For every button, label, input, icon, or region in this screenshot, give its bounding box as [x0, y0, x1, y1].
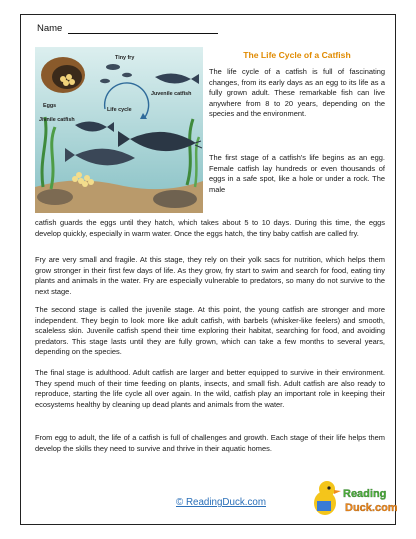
logo-text-reading: Reading — [343, 488, 387, 500]
name-label: Name — [37, 23, 63, 34]
label-eggs: Eggs — [43, 103, 57, 109]
egg — [66, 74, 72, 80]
worksheet-page — [20, 14, 396, 525]
readingduck-link[interactable]: © ReadingDuck.com — [176, 497, 266, 508]
book-icon — [317, 501, 331, 511]
paragraph-adult-stage: The final stage is adulthood. Adult catfish are larger and better equipped to survive in their environment. They spend much of their time feeding on plants, insects, and small fish. Adult catfish are also ready to reproduce, starting the life cycle all over again. In the wild, catfish play an important role in keeping their ecosystems healthy by cleaning up dead plants and animals from the water. — [35, 368, 385, 409]
paragraph-fry-stage: Fry are very small and fragile. At this stage, they rely on their yolk sacs for nutrition, which helps them grow stronger in their first few days of life. As they grow, fry start to swim and search for food, eating tiny plants and animals in the water. Fry are especially vulnerable to predators, so many do not survive to the next stage. — [35, 255, 385, 296]
duck-head-icon — [319, 481, 335, 497]
label-tiny-fry: Tiny fry — [115, 55, 135, 61]
article-title: The Life Cycle of a Catfish — [243, 50, 351, 60]
readingduck-logo — [309, 473, 398, 523]
paragraph-egg-stage-start: The first stage of a catfish's life begins as an egg. Female catfish lay hundreds or even thousands of eggs in a safe spot, like a hole or under a rock. The male — [209, 153, 385, 194]
rock — [153, 190, 197, 208]
paragraph-intro: The life cycle of a catfish is full of fascinating changes, from its early days as an egg to its life as a fully grown adult. These remarkable fish can live anywhere from 8 to 20 years, depending on the species and the environment. — [209, 67, 385, 119]
label-juvenile-right: Juvenile catfish — [151, 91, 192, 97]
logo-text-duck: Duck.com — [345, 502, 398, 514]
rock — [37, 189, 73, 205]
egg — [63, 80, 69, 86]
name-field-row — [37, 23, 218, 34]
egg — [69, 79, 75, 85]
paragraph-conclusion: From egg to adult, the life of a catfish is full of challenges and growth. Each stage of their life helps them develop the skills they need to survive and thrive in their aquatic homes. — [35, 433, 385, 453]
catfish-life-cycle-illustration — [35, 47, 203, 213]
paragraph-juvenile-stage: The second stage is called the juvenile stage. At this point, the young catfish are stronger and more independent. They begin to look more like adult catfish, with barbels (whisker-like feelers) and smooth, scaleless skin. Juvenile catfish spend their time exploring their habitat, searching for food, and avoiding predators. This stage lasts until they are fully grown, which can take a few months to several years, depending on the species. — [35, 305, 385, 357]
name-blank-line[interactable] — [68, 24, 218, 34]
label-life-cycle: Life cycle — [107, 107, 132, 113]
duck-beak-icon — [334, 490, 341, 494]
label-juvenile-left: Jivnile catfish — [39, 117, 75, 123]
paragraph-egg-stage-cont: catfish guards the eggs until they hatch, which takes about 5 to 10 days. During this time, the eggs develop quickly, especially in warm water. Once the eggs hatch, the tiny baby catfish are called fry. — [35, 218, 385, 238]
